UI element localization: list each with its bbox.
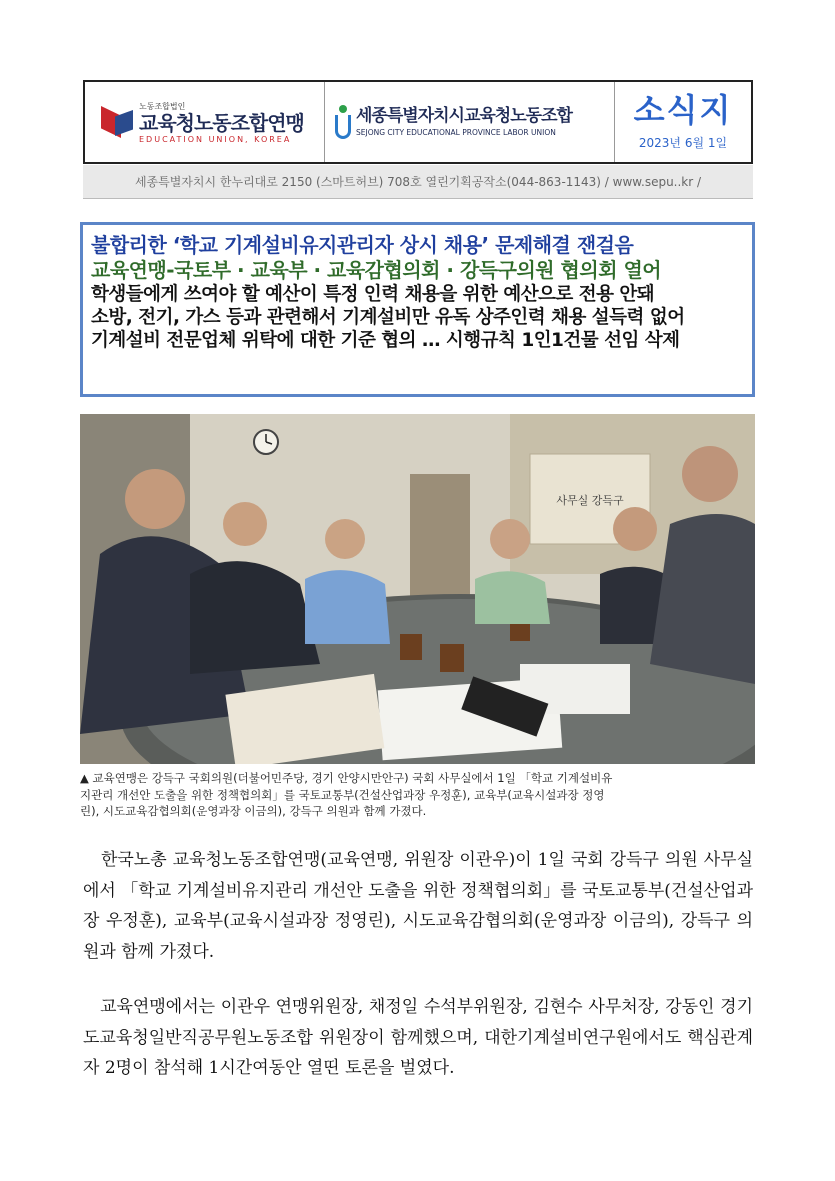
org2-english-name: SEJONG CITY EDUCATIONAL PROVINCE LABOR UNION — [356, 127, 556, 137]
newsletter-title: 소식지 — [633, 90, 733, 129]
headline-main: 불합리한 ‘학교 기계설비유지관리자 상시 채용’ 문제해결 잰걸음 — [91, 233, 634, 257]
org2-logo-cell — [325, 82, 615, 162]
headline-point-1: 학생들에게 쓰여야 할 예산이 특정 인력 채용을 위한 예산으로 전용 안돼 — [91, 284, 655, 305]
newsletter-date: 2023년 6월 1일 — [638, 135, 728, 150]
newsletter-header — [83, 80, 753, 164]
union-emblem-icon — [101, 106, 133, 138]
body-paragraph-1-text: 한국노총 교육청노동조합연맹(교육연맹, 위원장 이관우)이 1일 국회 강득구 의원 사무실에서 「학교 기계설비유지관리 개선안 도출을 위한 정책협의회」를 국토교통부(건설산업과장 우정훈), 교육부(교육시설과장 정영린), 시도교육감협의회(운영과장 이금의), 강득구 의원과 함께 가졌다. — [83, 850, 754, 962]
headline-box — [80, 222, 755, 397]
headline-sub: 교육연맹-국토부 · 교육부 · 교육감협의회 · 강득구의원 협의회 열어 — [91, 258, 662, 282]
org1-english-name: EDUCATION UNION, KOREA — [139, 134, 292, 144]
body-paragraph-1 — [83, 845, 753, 967]
body-paragraph-2-text: 교육연맹에서는 이관우 연맹위원장, 채정일 수석부위원장, 김현수 사무처장, 강동인 경기도교육청일반직공무원노동조합 위원장이 함께했으며, 대한기계설비연구원에서도 핵심관계자 2명이 참석해 1시간여동안 열띤 토론을 벌였다. — [83, 997, 753, 1079]
caption-line-1: ▲ 교육연맹은 강득구 국회의원(더불어민주당, 경기 안양시만안구) 국회 사무실에서 1일 「학교 기계설비유 — [80, 771, 613, 785]
body-paragraph-2 — [83, 992, 753, 1084]
caption-line-3: 린), 시도교육감협의회(운영과장 이금의), 강득구 의원과 함께 가졌다. — [80, 804, 427, 819]
newsletter-title-cell — [615, 82, 751, 162]
org1-small-label: 노동조합법인 — [139, 101, 186, 111]
photo-caption — [80, 770, 755, 820]
caption-line-2: 지관리 개선안 도출을 위한 정책협의회」를 국토교통부(건설산업과장 우정훈), 교육부(교육시설과장 정영 — [80, 787, 605, 802]
address-bar: 세종특별자치시 한누리대로 2150 (스마트허브) 708호 열린기획공작소(044-863-1143) / www.sepu..kr / — [83, 165, 753, 199]
meeting-photo — [80, 414, 755, 764]
org1-logo-cell — [85, 82, 325, 162]
headline-point-3: 기계설비 전문업체 위탁에 대한 기준 협의 … 시행규칙 1인1건물 선임 삭제 — [91, 330, 680, 352]
office-sign-text: 사무실 강득구 — [556, 494, 624, 507]
org1-logo — [101, 101, 304, 144]
org1-name: 교육청노동조합연맹 — [139, 110, 304, 135]
headline-point-2: 소방, 전기, 가스 등과 관련해서 기계설비만 유독 상주인력 채용 설득력 없어 — [91, 307, 685, 329]
org2-name: 세종특별자치시교육청노동조합 — [356, 106, 572, 127]
sejong-union-emblem-icon — [335, 105, 351, 139]
